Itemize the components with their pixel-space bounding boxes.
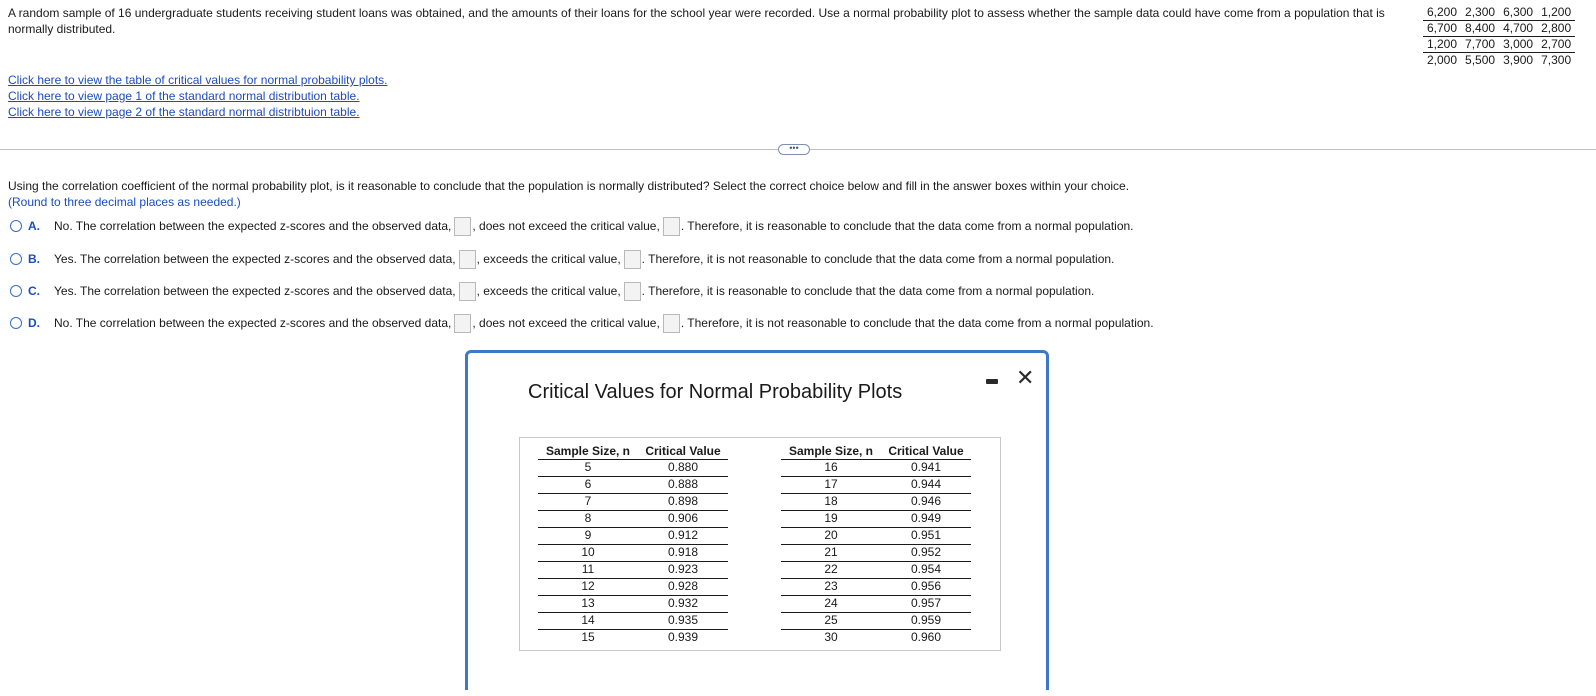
normal-table-page1-link[interactable]: Click here to view page 1 of the standard normal distribution table. <box>8 89 360 103</box>
normal-table-page2-link[interactable]: Click here to view page 2 of the standard normal distribtuion table. <box>8 105 360 119</box>
choice-b[interactable] <box>10 249 1114 269</box>
minimize-icon[interactable] <box>986 379 998 384</box>
radio-button[interactable] <box>10 285 22 297</box>
sample-size-cell: 9 <box>538 528 638 545</box>
table-row <box>781 460 971 477</box>
table-row <box>781 596 971 613</box>
table-cell: 1,200 <box>1423 37 1461 53</box>
question-text: Using the correlation coefficient of the normal probability plot, is it reasonable to conclude that the population is normally distributed? Select the correct choice below and fill in the answer boxes within your choice. <box>8 179 1130 193</box>
critical-value-cell: 0.935 <box>638 613 728 630</box>
sample-size-cell: 11 <box>538 562 638 579</box>
choice-letter: D. <box>28 316 40 330</box>
critical-value-answer-box[interactable] <box>624 282 641 301</box>
table-row <box>781 613 971 630</box>
sample-size-cell: 6 <box>538 477 638 494</box>
table-row <box>781 562 971 579</box>
table-row <box>538 460 728 477</box>
table-row <box>1423 5 1575 21</box>
correlation-answer-box[interactable] <box>454 217 471 236</box>
critical-value-cell: 0.946 <box>881 494 971 511</box>
table-row <box>538 477 728 494</box>
sample-size-cell: 8 <box>538 511 638 528</box>
table-row <box>538 494 728 511</box>
critical-value-cell: 0.954 <box>881 562 971 579</box>
sample-size-cell: 18 <box>781 494 881 511</box>
table-row <box>781 511 971 528</box>
critical-value-cell: 0.939 <box>667 630 699 644</box>
table-cell: 3,000 <box>1499 37 1537 53</box>
critical-value-cell: 0.959 <box>881 613 971 630</box>
sample-size-cell: 19 <box>781 511 881 528</box>
sample-size-cell: 15 <box>581 630 595 644</box>
radio-button[interactable] <box>10 220 22 232</box>
column-header: Critical Value <box>881 444 971 460</box>
table-row <box>1423 21 1575 37</box>
choice-text: , exceeds the critical value, <box>476 252 621 266</box>
critical-values-popup <box>465 350 1049 690</box>
choice-text: No. The correlation between the expected z-scores and the observed data, <box>54 219 452 233</box>
table-cell: 5,500 <box>1465 53 1496 67</box>
critical-value-cell: 0.906 <box>638 511 728 528</box>
correlation-answer-box[interactable] <box>459 282 476 301</box>
table-row <box>1423 37 1575 53</box>
table-row <box>781 494 971 511</box>
correlation-answer-box[interactable] <box>454 314 471 333</box>
table-row <box>781 545 971 562</box>
critical-value-cell: 0.957 <box>881 596 971 613</box>
critical-values-table-box <box>519 437 1001 651</box>
table-row <box>781 579 971 596</box>
table-row <box>538 596 728 613</box>
table-cell: 8,400 <box>1461 21 1499 37</box>
table-row <box>781 528 971 545</box>
critical-value-cell: 0.912 <box>638 528 728 545</box>
sample-size-cell: 5 <box>538 460 638 477</box>
choice-text: , does not exceed the critical value, <box>472 316 660 330</box>
radio-button[interactable] <box>10 253 22 265</box>
table-cell: 2,000 <box>1427 53 1458 67</box>
critical-value-cell: 0.944 <box>881 477 971 494</box>
sample-size-cell: 10 <box>538 545 638 562</box>
sample-size-cell: 14 <box>538 613 638 630</box>
choice-text: No. The correlation between the expected z-scores and the observed data, <box>54 316 452 330</box>
critical-value-cell: 0.956 <box>881 579 971 596</box>
table-row <box>538 630 728 647</box>
table-cell: 4,700 <box>1499 21 1537 37</box>
choice-c[interactable] <box>10 281 1094 301</box>
critical-value-answer-box[interactable] <box>663 217 680 236</box>
column-header: Sample Size, n <box>781 444 881 460</box>
critical-value-answer-box[interactable] <box>624 250 641 269</box>
table-cell: 2,300 <box>1461 5 1499 21</box>
table-row <box>538 613 728 630</box>
critical-value-cell: 0.880 <box>638 460 728 477</box>
table-cell: 6,700 <box>1423 21 1461 37</box>
table-row <box>1423 53 1575 69</box>
table-row <box>538 579 728 596</box>
choice-text: Yes. The correlation between the expected z-scores and the observed data, <box>54 252 456 266</box>
sample-size-cell: 22 <box>781 562 881 579</box>
radio-button[interactable] <box>10 317 22 329</box>
choice-letter: A. <box>28 219 40 233</box>
table-cell: 3,900 <box>1503 53 1534 67</box>
critical-value-answer-box[interactable] <box>663 314 680 333</box>
sample-size-cell: 24 <box>781 596 881 613</box>
sample-size-cell: 30 <box>824 630 838 644</box>
column-header: Sample Size, n <box>538 444 638 460</box>
problem-statement: A random sample of 16 undergraduate students receiving student loans was obtained, and the amounts of their loans for the school year were recorded. Use a normal probability plot to assess whether the sample data could have come from a population that is normally distributed. <box>8 6 1385 36</box>
sample-size-cell: 12 <box>538 579 638 596</box>
sample-size-cell: 17 <box>781 477 881 494</box>
critical-value-cell: 0.918 <box>638 545 728 562</box>
critical-value-cell: 0.928 <box>638 579 728 596</box>
table-cell: 6,200 <box>1423 5 1461 21</box>
table-row <box>538 511 728 528</box>
table-cell: 1,200 <box>1537 5 1575 21</box>
expand-more-button[interactable]: ••• <box>778 144 810 155</box>
choice-text: . Therefore, it is reasonable to conclude that the data come from a normal population. <box>680 219 1134 233</box>
critical-value-cell: 0.898 <box>638 494 728 511</box>
sample-size-cell: 13 <box>538 596 638 613</box>
choice-text: . Therefore, it is not reasonable to conclude that the data come from a normal population. <box>641 252 1115 266</box>
table-cell: 6,300 <box>1499 5 1537 21</box>
round-note: (Round to three decimal places as needed.) <box>8 195 241 209</box>
critical-value-cell: 0.932 <box>638 596 728 613</box>
critical-value-cell: 0.960 <box>910 630 942 644</box>
critical-value-cell: 0.923 <box>638 562 728 579</box>
critical-values-link[interactable]: Click here to view the table of critical values for normal probability plots. <box>8 73 388 87</box>
sample-size-cell: 16 <box>781 460 881 477</box>
critical-value-cell: 0.951 <box>881 528 971 545</box>
table-row <box>781 477 971 494</box>
resource-links <box>8 72 388 120</box>
choice-letter: B. <box>28 252 40 266</box>
table-cell: 7,700 <box>1461 37 1499 53</box>
close-icon[interactable]: ✕ <box>1016 365 1035 390</box>
table-row <box>781 630 971 647</box>
choice-text: . Therefore, it is reasonable to conclude that the data come from a normal population. <box>641 284 1095 298</box>
choice-text: . Therefore, it is not reasonable to conclude that the data come from a normal population. <box>680 316 1154 330</box>
choice-d[interactable] <box>10 313 1154 333</box>
critical-values-table-right <box>781 444 971 646</box>
table-cell: 2,700 <box>1537 37 1575 53</box>
choice-text: Yes. The correlation between the expected z-scores and the observed data, <box>54 284 456 298</box>
choice-letter: C. <box>28 284 40 298</box>
sample-size-cell: 23 <box>781 579 881 596</box>
correlation-answer-box[interactable] <box>459 250 476 269</box>
table-cell: 7,300 <box>1541 53 1572 67</box>
sample-size-cell: 20 <box>781 528 881 545</box>
critical-value-cell: 0.941 <box>881 460 971 477</box>
critical-value-cell: 0.949 <box>881 511 971 528</box>
sample-size-cell: 7 <box>538 494 638 511</box>
critical-value-cell: 0.888 <box>638 477 728 494</box>
sample-size-cell: 25 <box>781 613 881 630</box>
loan-data-table <box>1423 5 1575 68</box>
table-cell: 2,800 <box>1537 21 1575 37</box>
table-row <box>538 562 728 579</box>
column-header: Critical Value <box>638 444 728 460</box>
table-row <box>538 545 728 562</box>
choice-a[interactable] <box>10 216 1134 236</box>
table-row <box>538 528 728 545</box>
sample-size-cell: 21 <box>781 545 881 562</box>
choice-text: , exceeds the critical value, <box>476 284 621 298</box>
critical-values-table-left <box>538 444 728 646</box>
popup-title: Critical Values for Normal Probability Plots <box>528 381 903 403</box>
choice-text: , does not exceed the critical value, <box>472 219 660 233</box>
critical-value-cell: 0.952 <box>881 545 971 562</box>
